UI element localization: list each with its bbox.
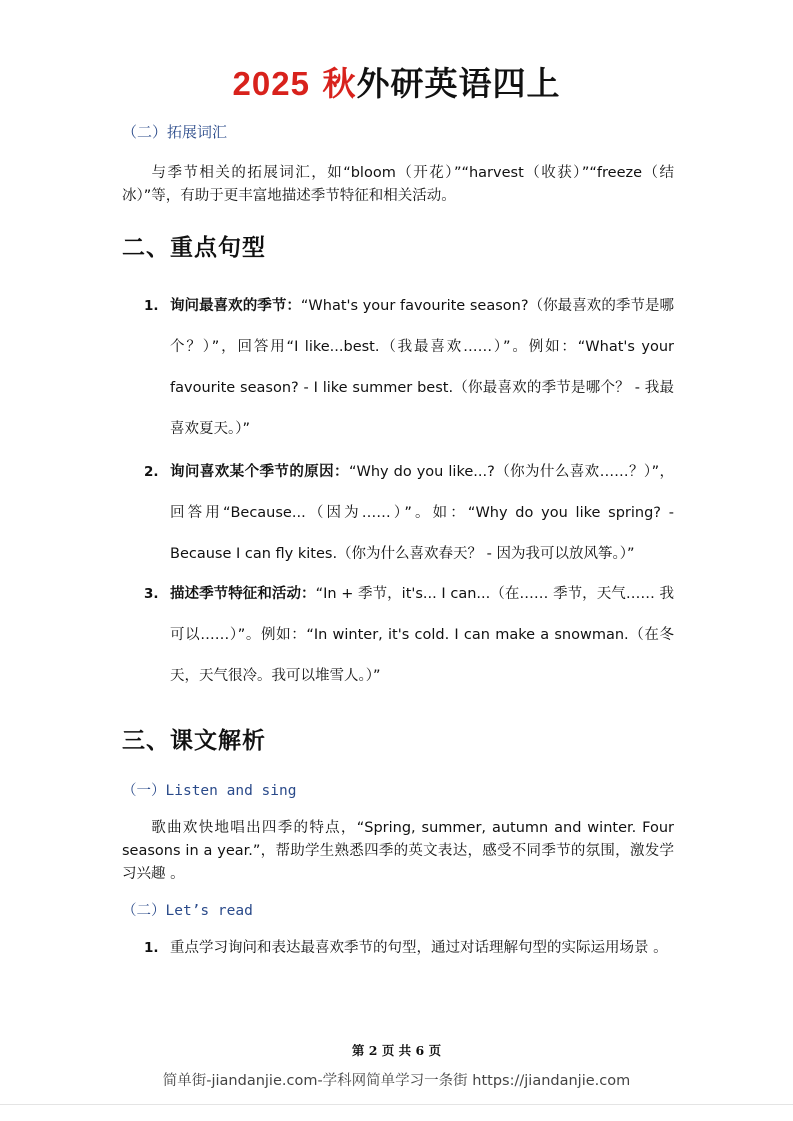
title-rest: 外研英语四上 [356,64,561,103]
list-item-number: 1. [144,940,159,956]
section-heading-key-sentences: 二、重点句型 [122,234,266,261]
list-item [122,937,674,960]
list-item-number: 1. [144,298,159,314]
page-number: 第 2 页 共 6 页 [351,1043,442,1058]
page-title [0,58,793,105]
lets-read-subheading: （二）Let’s read [122,903,253,919]
vocab-paragraph [122,162,674,208]
site-watermark: 简单街-jiandanjie.com-学科网简单学习一条街 https://jiandanjie.com [162,1073,631,1089]
title-year: 2025 [232,65,310,102]
list-item-label: 询问喜欢某个季节的原因： [170,464,349,480]
listen-sing-text: 歌曲欢快地唱出四季的特点，“Spring, summer, autumn and winter. Four seasons in a year.”，帮助学生熟悉四季的英文表达，感受不同季节的氛围，激发学习兴趣 。 [122,820,674,882]
list-item-label: 询问最喜欢的季节： [170,298,301,314]
list-item [122,286,674,450]
list-item-text: 重点学习询问和表达最喜欢季节的句型，通过对话理解句型的实际运用场景 。 [170,940,668,956]
list-item-number: 2. [144,464,159,480]
vocab-text: 与季节相关的拓展词汇，如“bloom（开花）”“harvest（收获）”“freeze（结冰）”等，有助于更丰富地描述季节特征和相关活动。 [122,165,674,204]
listen-sing-paragraph [122,817,674,886]
section-heading-text-analysis: 三、课文解析 [122,727,266,754]
list-item-text: “In + 季节，it's... I can...（在…… 季节，天气…… 我可以……）”。例如：“In winter, it's cold. I can make a snowman.（在冬天，天气很冷。我可以堆雪人。）” [170,586,675,684]
listen-sing-subheading: （一）Listen and sing [122,783,297,799]
list-item-text: “What's your favourite season?（你最喜欢的季节是哪个？）”，回答用“I like...best.（我最喜欢……）”。例如：“What's your favourite season? - I like summer best.（你最喜欢的季节是哪个？ - 我最喜欢夏天。）” [170,298,675,437]
list-item-number: 3. [144,586,159,602]
title-season: 秋 [322,64,357,103]
vocab-subheading: （二）拓展词汇 [122,123,228,141]
divider [0,1104,793,1105]
list-item-label: 描述季节特征和活动： [170,586,316,602]
list-item [122,574,674,697]
list-item-text: “Why do you like...?（你为什么喜欢……？）”，回答用“Because...（因为……）”。如：“Why do you like spring? - Because I can fly kites.（你为什么喜欢春天？ - 因为我可以放风筝。）” [170,464,675,562]
list-item [122,452,674,575]
